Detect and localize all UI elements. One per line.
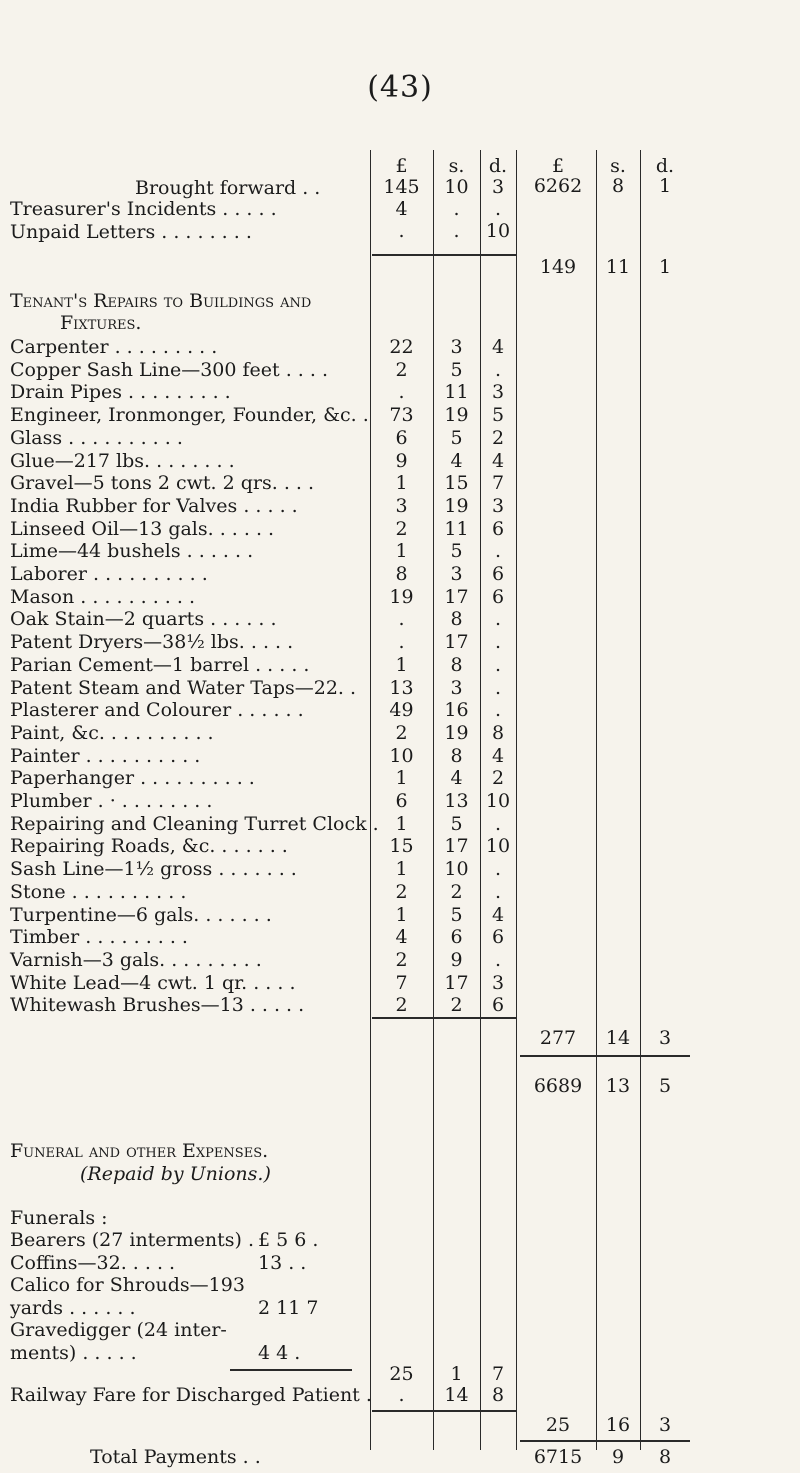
repair-row-pence: 6 bbox=[491, 585, 505, 608]
repair-row-label: India Rubber for Valves . . . . . bbox=[10, 494, 298, 517]
repair-row-pounds: 3 bbox=[395, 494, 408, 517]
repair-row-pence: 8 bbox=[491, 721, 505, 744]
rule bbox=[230, 1369, 352, 1371]
funeral-subtotal-pence: 3 bbox=[658, 1414, 672, 1436]
repair-row-pence: . bbox=[494, 540, 502, 563]
repair-row-pence: . bbox=[494, 653, 502, 676]
repair-row-label: Whitewash Brushes—13 . . . . . bbox=[10, 994, 305, 1017]
repair-row-label: Carpenter . . . . . . . . . bbox=[10, 336, 218, 358]
top-subtotal-shillings: 11 bbox=[605, 256, 631, 278]
row-shillings: . bbox=[453, 220, 460, 242]
repair-row-pounds: . bbox=[398, 381, 405, 404]
repair-row-shillings: 3 bbox=[450, 563, 463, 585]
row-label: Unpaid Letters . . . . . . . . bbox=[10, 221, 252, 243]
repair-row-label: Repairing and Cleaning Turret Clock . bbox=[10, 812, 379, 835]
brought-forward-pounds: 6262 bbox=[533, 175, 583, 197]
repair-row-pounds: 73 bbox=[389, 404, 414, 427]
repair-row-pounds: 1 bbox=[395, 767, 408, 790]
repair-row-label: Plasterer and Colourer . . . . . . bbox=[10, 699, 304, 722]
repair-row-shillings: 19 bbox=[444, 721, 469, 744]
repair-row-shillings: 6 bbox=[450, 926, 463, 949]
repair-row-label: Oak Stain—2 quarts . . . . . . bbox=[10, 608, 277, 631]
funeral-item: Bearers (27 interments) . bbox=[10, 1229, 255, 1251]
rule bbox=[372, 1410, 516, 1412]
header-shillings-right: s. bbox=[610, 155, 626, 177]
repair-row-pence: 6 bbox=[491, 563, 505, 585]
repair-row-label: Varnish—3 gals. . . . . . . . . bbox=[10, 948, 262, 971]
repair-row-pence: . bbox=[494, 631, 502, 654]
row-shillings: 10 bbox=[444, 176, 469, 198]
repair-row-pounds: 13 bbox=[389, 676, 414, 699]
repair-row-shillings: 8 bbox=[450, 653, 463, 676]
repair-row-shillings: 5 bbox=[450, 426, 463, 449]
repair-row-shillings: 11 bbox=[444, 381, 469, 404]
repair-row-pounds: 4 bbox=[395, 926, 408, 949]
brought-forward-pence: 1 bbox=[658, 175, 672, 197]
repair-row-shillings: 19 bbox=[444, 404, 469, 427]
repair-row-pounds: 6 bbox=[395, 790, 408, 812]
repair-row-shillings: 15 bbox=[444, 472, 469, 495]
funeral-item: Calico for Shrouds—193 bbox=[10, 1274, 245, 1296]
funeral-subtotal-shillings: 16 bbox=[605, 1414, 631, 1436]
repair-row-shillings: 19 bbox=[444, 494, 469, 517]
page-number: (43) bbox=[367, 70, 433, 105]
repair-row-pounds: . bbox=[398, 631, 405, 654]
repair-row-label: Glue—217 lbs. . . . . . . . bbox=[10, 449, 235, 472]
repair-row-shillings: 16 bbox=[444, 699, 469, 722]
repair-row-pence: 6 bbox=[491, 926, 505, 949]
repairs-subtotal-shillings: 14 bbox=[605, 1027, 631, 1049]
repair-row-pence: 6 bbox=[491, 517, 505, 540]
rule bbox=[372, 1017, 516, 1019]
repair-row-shillings: 2 bbox=[450, 994, 463, 1017]
total-pounds: 6715 bbox=[533, 1446, 583, 1468]
repair-row-pence: 2 bbox=[491, 767, 505, 790]
funeral-item: Coffins—32. . . . . bbox=[10, 1252, 176, 1274]
repair-row-label: Patent Steam and Water Taps—22. . bbox=[10, 676, 357, 699]
column-rule bbox=[596, 150, 597, 1450]
repair-row-shillings: 4 bbox=[450, 449, 463, 472]
repair-row-pence: . bbox=[494, 676, 502, 699]
repair-row-label: Linseed Oil—13 gals. . . . . . bbox=[10, 517, 275, 540]
repair-row-pounds: 1 bbox=[395, 858, 408, 881]
railway-pounds: . bbox=[398, 1384, 405, 1406]
repair-row-label: Glass . . . . . . . . . . bbox=[10, 426, 183, 449]
header-pence-right: d. bbox=[655, 155, 675, 177]
running-total-pence: 5 bbox=[658, 1075, 672, 1097]
funerals-total-pence: 7 bbox=[491, 1363, 505, 1385]
repair-row-label: Sash Line—1½ gross . . . . . . . bbox=[10, 858, 297, 881]
rule bbox=[520, 1440, 690, 1442]
repair-row-shillings: 5 bbox=[450, 903, 463, 926]
repairs-title: Tenant's Repairs to Buildings and bbox=[10, 290, 312, 312]
row-label: Treasurer's Incidents . . . . . bbox=[10, 198, 277, 220]
total-shillings: 9 bbox=[611, 1446, 625, 1468]
repair-row-pence: 4 bbox=[491, 744, 505, 767]
repair-row-pounds: 1 bbox=[395, 540, 408, 563]
repair-row-pence: . bbox=[494, 858, 502, 881]
repair-row-shillings: 17 bbox=[444, 971, 469, 994]
repair-row-label: White Lead—4 cwt. 1 qr. . . . . bbox=[10, 971, 296, 994]
repair-row-label: Stone . . . . . . . . . . bbox=[10, 880, 187, 903]
repairs-title-2: Fixtures. bbox=[60, 312, 142, 334]
repair-row-shillings: 2 bbox=[450, 880, 463, 903]
repair-row-pounds: 1 bbox=[395, 472, 408, 495]
repair-row-shillings: 3 bbox=[450, 676, 463, 699]
column-rule bbox=[640, 150, 641, 1450]
repair-row-shillings: 17 bbox=[444, 631, 469, 654]
column-rule bbox=[516, 150, 517, 1450]
railway-pence: 8 bbox=[491, 1384, 505, 1406]
repair-row-label: Mason . . . . . . . . . . bbox=[10, 585, 195, 608]
repair-row-label: Patent Dryers—38½ lbs. . . . . bbox=[10, 631, 294, 654]
repair-row-shillings: 5 bbox=[450, 812, 463, 835]
repair-row-pence: . bbox=[494, 948, 502, 971]
repair-row-label: Plumber . · . . . . . . . . bbox=[10, 790, 213, 812]
repair-row-shillings: 4 bbox=[450, 767, 463, 790]
repair-row-shillings: 11 bbox=[444, 517, 469, 540]
repair-row-pence: 10 bbox=[485, 835, 511, 858]
repair-row-pounds: 22 bbox=[389, 336, 414, 358]
row-pence: 3 bbox=[491, 176, 505, 198]
funeral-title: Funeral and other Expenses. bbox=[10, 1140, 269, 1162]
repair-row-label: Repairing Roads, &c. . . . . . . bbox=[10, 835, 288, 858]
rule bbox=[520, 1055, 690, 1057]
repair-row-pounds: . bbox=[398, 608, 405, 631]
repair-row-pence: 2 bbox=[491, 426, 505, 449]
repair-row-label: Turpentine—6 gals. . . . . . . bbox=[10, 903, 272, 926]
repair-row-pence: 3 bbox=[491, 494, 505, 517]
repair-row-label: Parian Cement—1 barrel . . . . . bbox=[10, 653, 310, 676]
repair-row-pence: 4 bbox=[491, 903, 505, 926]
row-shillings: . bbox=[453, 198, 460, 220]
repair-row-shillings: 13 bbox=[444, 790, 469, 812]
funerals-total-pounds: 25 bbox=[389, 1363, 414, 1385]
repair-row-pence: . bbox=[494, 699, 502, 722]
funerals-total-shillings: 1 bbox=[450, 1363, 463, 1385]
repair-row-pounds: 49 bbox=[389, 699, 414, 722]
header-pounds-right: £ bbox=[551, 155, 565, 177]
brought-forward-shillings: 8 bbox=[611, 175, 625, 197]
funeral-item-amount: 4 4 . bbox=[258, 1342, 301, 1364]
total-payments-label: Total Payments . . bbox=[90, 1446, 261, 1468]
repair-row-shillings: 8 bbox=[450, 608, 463, 631]
repair-row-shillings: 9 bbox=[450, 948, 463, 971]
repair-row-pence: 4 bbox=[491, 449, 505, 472]
repair-row-shillings: 3 bbox=[450, 336, 463, 358]
repair-row-pence: 4 bbox=[491, 336, 505, 358]
repair-row-pence: . bbox=[494, 608, 502, 631]
repair-row-pence: . bbox=[494, 880, 502, 903]
row-pence: . bbox=[494, 198, 502, 220]
repair-row-pounds: 15 bbox=[389, 835, 414, 858]
repair-row-pounds: 7 bbox=[395, 971, 408, 994]
repair-row-pounds: 1 bbox=[395, 903, 408, 926]
repair-row-pounds: 6 bbox=[395, 426, 408, 449]
repairs-subtotal-pounds: 277 bbox=[539, 1027, 577, 1049]
repair-row-pence: 10 bbox=[485, 790, 511, 812]
repair-row-shillings: 8 bbox=[450, 744, 463, 767]
repair-row-label: Engineer, Ironmonger, Founder, &c. . bbox=[10, 404, 369, 427]
repair-row-pounds: 2 bbox=[395, 948, 408, 971]
running-total-pounds: 6689 bbox=[533, 1075, 583, 1097]
funerals-label: Funerals : bbox=[10, 1207, 108, 1229]
repair-row-shillings: 5 bbox=[450, 540, 463, 563]
repair-row-label: Paperhanger . . . . . . . . . . bbox=[10, 767, 255, 790]
funeral-item-amount: £ 5 6 . bbox=[258, 1229, 319, 1251]
top-subtotal-pence: 1 bbox=[658, 256, 672, 278]
funeral-item: Gravedigger (24 inter- bbox=[10, 1319, 227, 1341]
repair-row-label: Laborer . . . . . . . . . . bbox=[10, 563, 208, 585]
repair-row-pounds: 2 bbox=[395, 994, 408, 1017]
top-subtotal-pounds: 149 bbox=[539, 256, 577, 278]
total-pence: 8 bbox=[658, 1446, 672, 1468]
row-pounds: 4 bbox=[395, 198, 408, 220]
row-pounds: . bbox=[398, 220, 405, 242]
repair-row-label: Paint, &c. . . . . . . . . . bbox=[10, 721, 214, 744]
running-total-shillings: 13 bbox=[605, 1075, 631, 1097]
repair-row-label: Gravel—5 tons 2 cwt. 2 qrs. . . . bbox=[10, 472, 315, 495]
repair-row-shillings: 17 bbox=[444, 585, 469, 608]
repair-row-pounds: 2 bbox=[395, 721, 408, 744]
funeral-subtotal-pounds: 25 bbox=[545, 1414, 571, 1436]
funeral-item-amount: 13 . . bbox=[258, 1252, 307, 1274]
repair-row-pounds: 1 bbox=[395, 653, 408, 676]
repair-row-pence: . bbox=[494, 812, 502, 835]
repair-row-pounds: 2 bbox=[395, 517, 408, 540]
header-pence-left: d. bbox=[488, 155, 508, 177]
repair-row-label: Copper Sash Line—300 feet . . . . bbox=[10, 358, 328, 381]
repair-row-pounds: 2 bbox=[395, 880, 408, 903]
repair-row-label: Lime—44 bushels . . . . . . bbox=[10, 540, 254, 563]
repair-row-pence: 7 bbox=[491, 472, 505, 495]
funeral-subtitle: (Repaid by Unions.) bbox=[80, 1163, 271, 1185]
railway-label: Railway Fare for Discharged Patient . bbox=[10, 1384, 372, 1406]
header-shillings-left: s. bbox=[448, 155, 465, 177]
funeral-item-amount: 2 11 7 bbox=[258, 1297, 319, 1319]
brought-forward-label: Brought forward . . bbox=[135, 177, 321, 199]
repair-row-shillings: 5 bbox=[450, 358, 463, 381]
repair-row-label: Timber . . . . . . . . . bbox=[10, 926, 188, 949]
railway-shillings: 14 bbox=[444, 1384, 469, 1406]
repair-row-pounds: 1 bbox=[395, 812, 408, 835]
repair-row-pounds: 2 bbox=[395, 358, 408, 381]
repair-row-pounds: 10 bbox=[389, 744, 414, 767]
repairs-subtotal-pence: 3 bbox=[658, 1027, 672, 1049]
repair-row-pounds: 8 bbox=[395, 563, 408, 585]
funeral-item: ments) . . . . . bbox=[10, 1342, 137, 1364]
repair-row-pence: 3 bbox=[491, 381, 505, 404]
repair-row-pence: 5 bbox=[491, 404, 505, 427]
repair-row-label: Painter . . . . . . . . . . bbox=[10, 744, 201, 767]
repair-row-pence: 3 bbox=[491, 971, 505, 994]
row-pence: 10 bbox=[485, 220, 511, 242]
repair-row-shillings: 17 bbox=[444, 835, 469, 858]
header-pounds-left: £ bbox=[395, 155, 408, 177]
repair-row-pence: . bbox=[494, 358, 502, 381]
repair-row-pounds: 19 bbox=[389, 585, 414, 608]
row-pounds: 145 bbox=[383, 176, 420, 198]
rule bbox=[372, 254, 516, 256]
repair-row-pence: 6 bbox=[491, 994, 505, 1017]
repair-row-label: Drain Pipes . . . . . . . . . bbox=[10, 381, 231, 404]
repair-row-pounds: 9 bbox=[395, 449, 408, 472]
funeral-item: yards . . . . . . bbox=[10, 1297, 136, 1319]
repair-row-shillings: 10 bbox=[444, 858, 469, 881]
